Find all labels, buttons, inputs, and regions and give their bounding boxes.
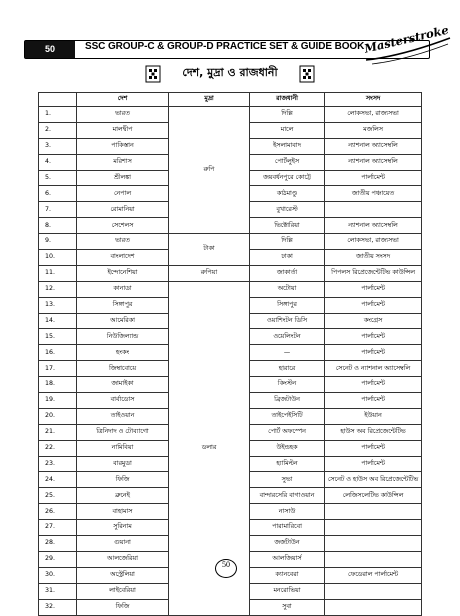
capital-cell: হ্যামিল্টন xyxy=(250,456,325,472)
col-header-currency: মুদ্রা xyxy=(169,93,250,107)
row-number: 16. xyxy=(39,345,77,361)
row-number: 6. xyxy=(39,186,77,202)
parliament-cell: পিপলস রিপ্রেজেন্টেটিভ কাউন্সিল xyxy=(325,265,422,281)
parliament-cell: ন্যাশনাল অ্যাসেম্বলি xyxy=(325,138,422,154)
country-cell: মরিশাস xyxy=(77,154,169,170)
row-number: 11. xyxy=(39,265,77,281)
row-number: 19. xyxy=(39,393,77,409)
country-cell: বার্বাডোস xyxy=(77,393,169,409)
row-number: 12. xyxy=(39,281,77,297)
parliament-cell: লেজিসলেটিভ কাউন্সিল xyxy=(325,488,422,504)
ornament-icon xyxy=(145,64,161,84)
row-number: 27. xyxy=(39,520,77,536)
country-cell: অস্ট্রেলিয়া xyxy=(77,567,169,583)
row-number: 18. xyxy=(39,377,77,393)
capital-cell: পোর্ট অফস্পেন xyxy=(250,424,325,440)
capital-cell: ওয়াশিংটন ডিসি xyxy=(250,313,325,329)
capital-cell: — xyxy=(250,345,325,361)
capital-cell: দিল্লি xyxy=(250,234,325,250)
brand-name: Masterstroke xyxy=(362,22,450,56)
capital-cell: কিংস্টন xyxy=(250,377,325,393)
col-header-parliament: সংসদ xyxy=(325,93,422,107)
currency-cell: রুপি xyxy=(169,107,250,234)
country-cell: সেশেলস xyxy=(77,218,169,234)
row-number: 10. xyxy=(39,250,77,266)
table-row xyxy=(39,234,422,250)
capital-cell: তাইপেইসিটি xyxy=(250,408,325,424)
capital-cell: উইন্ডহক xyxy=(250,440,325,456)
parliament-cell xyxy=(325,583,422,599)
ornament-icon xyxy=(299,64,315,84)
capital-cell: সুবা xyxy=(250,599,325,615)
country-cell: ফিজি xyxy=(77,599,169,615)
parliament-cell: কংগ্রেস xyxy=(325,313,422,329)
row-number: 17. xyxy=(39,361,77,377)
row-number: 25. xyxy=(39,488,77,504)
capital-cell: কাঠমাণ্ডু xyxy=(250,186,325,202)
capital-cell: জয়বর্ধনপুরে কোট্টে xyxy=(250,170,325,186)
parliament-cell: জাতীয় পঞ্চায়েত xyxy=(325,186,422,202)
country-cell: আলজেরিয়া xyxy=(77,551,169,567)
capital-cell: বুখারেস্ট xyxy=(250,202,325,218)
table-row xyxy=(39,265,422,281)
parliament-cell xyxy=(325,202,422,218)
country-cell: সুরিনাম xyxy=(77,520,169,536)
capital-cell: আলজিয়ার্স xyxy=(250,551,325,567)
parliament-cell: জাতীয় সংসদ xyxy=(325,250,422,266)
row-number: 32. xyxy=(39,599,77,615)
row-number: 4. xyxy=(39,154,77,170)
country-cell: তাইওয়ান xyxy=(77,408,169,424)
row-number: 15. xyxy=(39,329,77,345)
parliament-cell: হাউস অব রিপ্রেজেন্টেটিভ xyxy=(325,424,422,440)
country-cell: কানাডা xyxy=(77,281,169,297)
country-cell: গুয়ানা xyxy=(77,536,169,552)
country-cell: পাকিস্তান xyxy=(77,138,169,154)
capital-cell: পোর্টলুইস xyxy=(250,154,325,170)
parliament-cell: ন্যাশনাল অ্যাসেম্বলি xyxy=(325,218,422,234)
parliament-cell: মজলিস xyxy=(325,122,422,138)
country-cell: হংকং xyxy=(77,345,169,361)
capital-cell: সুভা xyxy=(250,472,325,488)
currency-cell: ডলার xyxy=(169,281,250,615)
row-number: 14. xyxy=(39,313,77,329)
parliament-cell: সেনেট ও হাউস অব রিপ্রেজেন্টেটিভ xyxy=(325,472,422,488)
parliament-cell xyxy=(325,504,422,520)
capital-cell: মালে xyxy=(250,122,325,138)
country-cell: ব্রুনেই xyxy=(77,488,169,504)
row-number: 24. xyxy=(39,472,77,488)
table-row xyxy=(39,281,422,297)
row-number: 3. xyxy=(39,138,77,154)
parliament-cell xyxy=(325,599,422,615)
currency-cell: রুপিয়া xyxy=(169,265,250,281)
parliament-cell xyxy=(325,520,422,536)
capital-cell: বান্দারসেরি বাগাওয়ান xyxy=(250,488,325,504)
country-cell: মালদ্বীপ xyxy=(77,122,169,138)
row-number: 23. xyxy=(39,456,77,472)
row-number: 7. xyxy=(39,202,77,218)
book-title: SSC GROUP-C & GROUP-D PRACTICE SET & GUIDE BOOK xyxy=(85,41,365,52)
row-number: 26. xyxy=(39,504,77,520)
capital-cell: জাকার্তা xyxy=(250,265,325,281)
capital-cell: ক্যানবেরা xyxy=(250,567,325,583)
country-cell: লাইবেরিয়া xyxy=(77,583,169,599)
footer-page-number: 50 xyxy=(215,559,237,578)
row-number: 20. xyxy=(39,408,77,424)
section-heading xyxy=(145,64,315,84)
country-cell: ইন্দোনেশিয়া xyxy=(77,265,169,281)
country-cell: বাহামাস xyxy=(77,504,169,520)
parliament-cell: পার্লামেন্ট xyxy=(325,456,422,472)
row-number: 8. xyxy=(39,218,77,234)
parliament-cell: পার্লামেন্ট xyxy=(325,345,422,361)
country-cell: ফিজি xyxy=(77,472,169,488)
capital-cell: মনরোভিয়া xyxy=(250,583,325,599)
table-row xyxy=(39,107,422,123)
parliament-cell: লোকসভা, রাজ্যসভা xyxy=(325,234,422,250)
header-page-number: 50 xyxy=(25,41,75,58)
country-cell: নিউজিল্যান্ড xyxy=(77,329,169,345)
country-cell: বারমুডা xyxy=(77,456,169,472)
parliament-cell: ফেডেরাল পার্লামেন্ট xyxy=(325,567,422,583)
country-currency-table xyxy=(38,92,422,616)
country-cell: নামিবিয়া xyxy=(77,440,169,456)
parliament-cell: লোকসভা, রাজ্যসভা xyxy=(325,107,422,123)
capital-cell: জর্জটাউন xyxy=(250,536,325,552)
capital-cell: ওয়েলিংটন xyxy=(250,329,325,345)
capital-cell: ইসলামাবাদ xyxy=(250,138,325,154)
parliament-cell xyxy=(325,551,422,567)
section-title: দেশ, মুদ্রা ও রাজধানী xyxy=(182,66,278,79)
country-cell: ত্রিনিদাদ ও টোব্যাগো xyxy=(77,424,169,440)
brand-logo xyxy=(362,22,454,70)
country-cell: জিম্বাবোয়ে xyxy=(77,361,169,377)
row-number: 28. xyxy=(39,536,77,552)
country-cell: ভারত xyxy=(77,234,169,250)
parliament-cell: ইউয়ান xyxy=(325,408,422,424)
capital-cell: ঢাকা xyxy=(250,250,325,266)
country-cell: সিঙ্গাপুর xyxy=(77,297,169,313)
row-number: 30. xyxy=(39,567,77,583)
row-number: 13. xyxy=(39,297,77,313)
row-number: 5. xyxy=(39,170,77,186)
capital-cell: ব্রিজটাউন xyxy=(250,393,325,409)
row-number: 22. xyxy=(39,440,77,456)
parliament-cell: পার্লামেন্ট xyxy=(325,297,422,313)
row-number: 29. xyxy=(39,551,77,567)
capital-cell: হারারে xyxy=(250,361,325,377)
parliament-cell: পার্লামেন্ট xyxy=(325,329,422,345)
capital-cell: সিঙ্গাপুর xyxy=(250,297,325,313)
parliament-cell: পার্লামেন্ট xyxy=(325,170,422,186)
capital-cell: পারামারিবো xyxy=(250,520,325,536)
parliament-cell xyxy=(325,536,422,552)
col-header-serial xyxy=(39,93,77,107)
parliament-cell: সেনেট ও ন্যাশনাল অ্যাসেম্বলি xyxy=(325,361,422,377)
parliament-cell: পার্লামেন্ট xyxy=(325,281,422,297)
table-header-row xyxy=(39,93,422,107)
country-cell: বাংলাদেশ xyxy=(77,250,169,266)
capital-cell: ভিক্টোরিয়া xyxy=(250,218,325,234)
parliament-cell: পার্লামেন্ট xyxy=(325,393,422,409)
currency-cell: টাকা xyxy=(169,234,250,266)
row-number: 1. xyxy=(39,107,77,123)
capital-cell: নাসাউ xyxy=(250,504,325,520)
parliament-cell: ন্যাশনাল অ্যাসেম্বলি xyxy=(325,154,422,170)
col-header-capital: রাজধানী xyxy=(250,93,325,107)
parliament-cell: পার্লামেন্ট xyxy=(325,377,422,393)
col-header-country: দেশ xyxy=(77,93,169,107)
country-cell: নেপাল xyxy=(77,186,169,202)
country-cell: জামাইকা xyxy=(77,377,169,393)
row-number: 31. xyxy=(39,583,77,599)
capital-cell: দিল্লি xyxy=(250,107,325,123)
country-cell: আমেরিকা xyxy=(77,313,169,329)
row-number: 9. xyxy=(39,234,77,250)
country-cell: রোমানিয়া xyxy=(77,202,169,218)
capital-cell: অটোয়া xyxy=(250,281,325,297)
parliament-cell: পার্লামেন্ট xyxy=(325,440,422,456)
country-cell: শ্রীলঙ্কা xyxy=(77,170,169,186)
row-number: 21. xyxy=(39,424,77,440)
row-number: 2. xyxy=(39,122,77,138)
country-cell: ভারত xyxy=(77,107,169,123)
